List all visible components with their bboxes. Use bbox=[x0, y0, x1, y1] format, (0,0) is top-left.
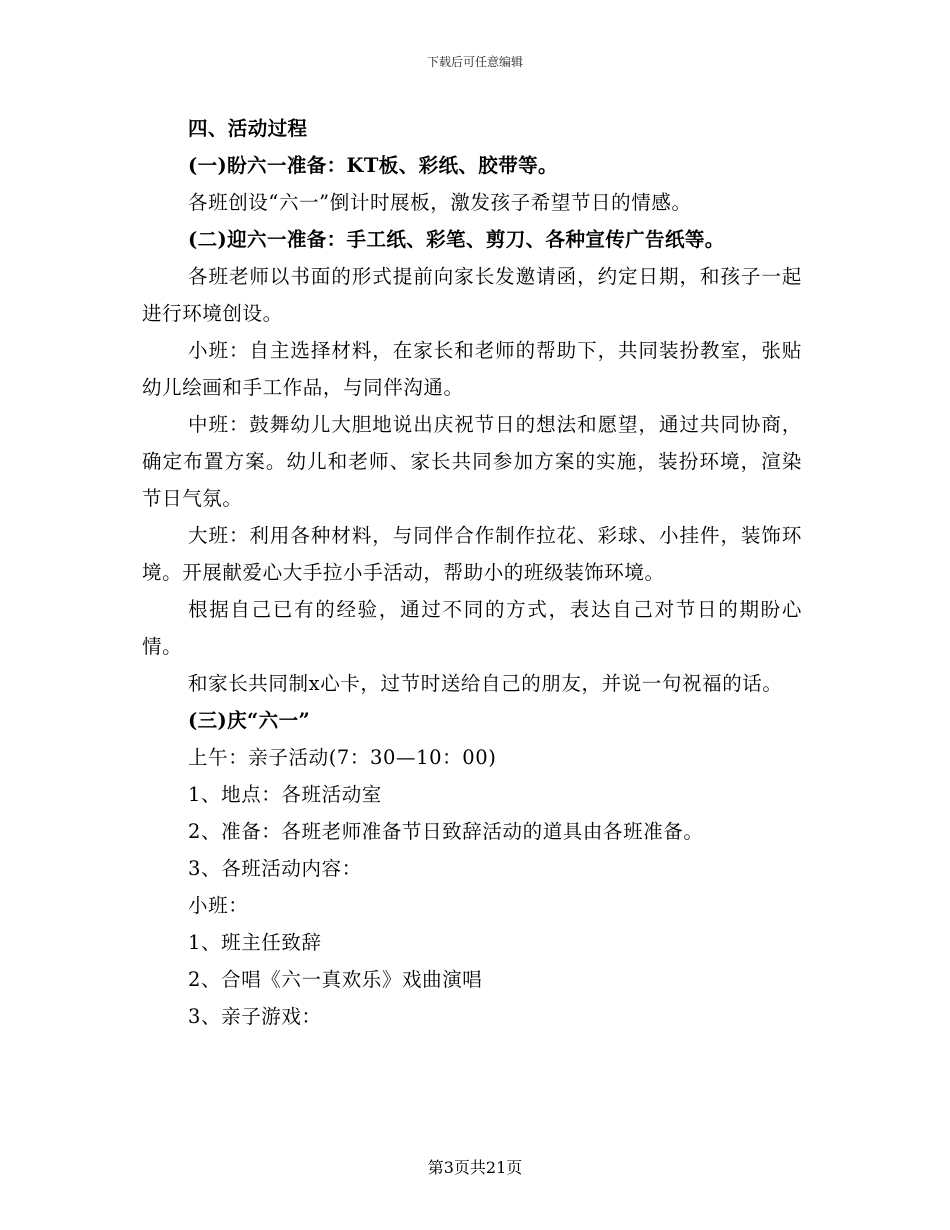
paragraph: 中班：鼓舞幼儿大胆地说出庆祝节日的想法和愿望，通过共同协商，确定布置方案。幼儿和老师、家长共同参加方案的实施，装扮环境，渲染节日气氛。 bbox=[142, 413, 802, 510]
list-item: 2、准备：各班老师准备节日致辞活动的道具由各班准备。 bbox=[188, 820, 704, 843]
paragraph: 各班老师以书面的形式提前向家长发邀请函，约定日期，和孩子一起进行环境创设。 bbox=[142, 265, 802, 325]
subheading-2: (二)迎六一准备：手工纸、彩笔、剪刀、各种宣传广告纸等。 bbox=[188, 228, 725, 251]
paragraph: 根据自己已有的经验，通过不同的方式，表达自己对节日的期盼心情。 bbox=[142, 598, 802, 658]
paragraph: 各班创设“六一”倒计时展板，激发孩子希望节日的情感。 bbox=[188, 191, 692, 214]
paragraph: 上午：亲子活动(7：30—10：00) bbox=[188, 746, 497, 769]
paragraph: 小班： bbox=[188, 894, 249, 917]
list-item: 3、各班活动内容： bbox=[188, 857, 362, 880]
paragraph: 大班：利用各种材料，与同伴合作制作拉花、彩球、小挂件，装饰环境。开展献爱心大手拉小手活动，帮助小的班级装饰环境。 bbox=[142, 524, 802, 584]
section-heading: 四、活动过程 bbox=[188, 117, 308, 140]
list-item: 3、亲子游戏： bbox=[188, 1005, 322, 1028]
subheading-1: (一)盼六一准备：KT板、彩纸、胶带等。 bbox=[188, 154, 558, 177]
list-item: 1、班主任致辞 bbox=[188, 931, 322, 954]
page-footer: 第3页共21页 bbox=[427, 1158, 523, 1177]
paragraph: 小班：自主选择材料，在家长和老师的帮助下，共同装扮教室，张贴幼儿绘画和手工作品，与同伴沟通。 bbox=[142, 339, 802, 399]
subheading-3: (三)庆“六一” bbox=[188, 709, 311, 732]
document-body bbox=[142, 110, 802, 1035]
list-item: 2、合唱《六一真欢乐》戏曲演唱 bbox=[188, 968, 483, 991]
list-item: 1、地点：各班活动室 bbox=[188, 783, 382, 806]
paragraph: 和家长共同制x心卡，过节时送给自己的朋友，并说一句祝福的话。 bbox=[188, 672, 783, 695]
page-header: 下载后可任意编辑 bbox=[426, 55, 523, 69]
